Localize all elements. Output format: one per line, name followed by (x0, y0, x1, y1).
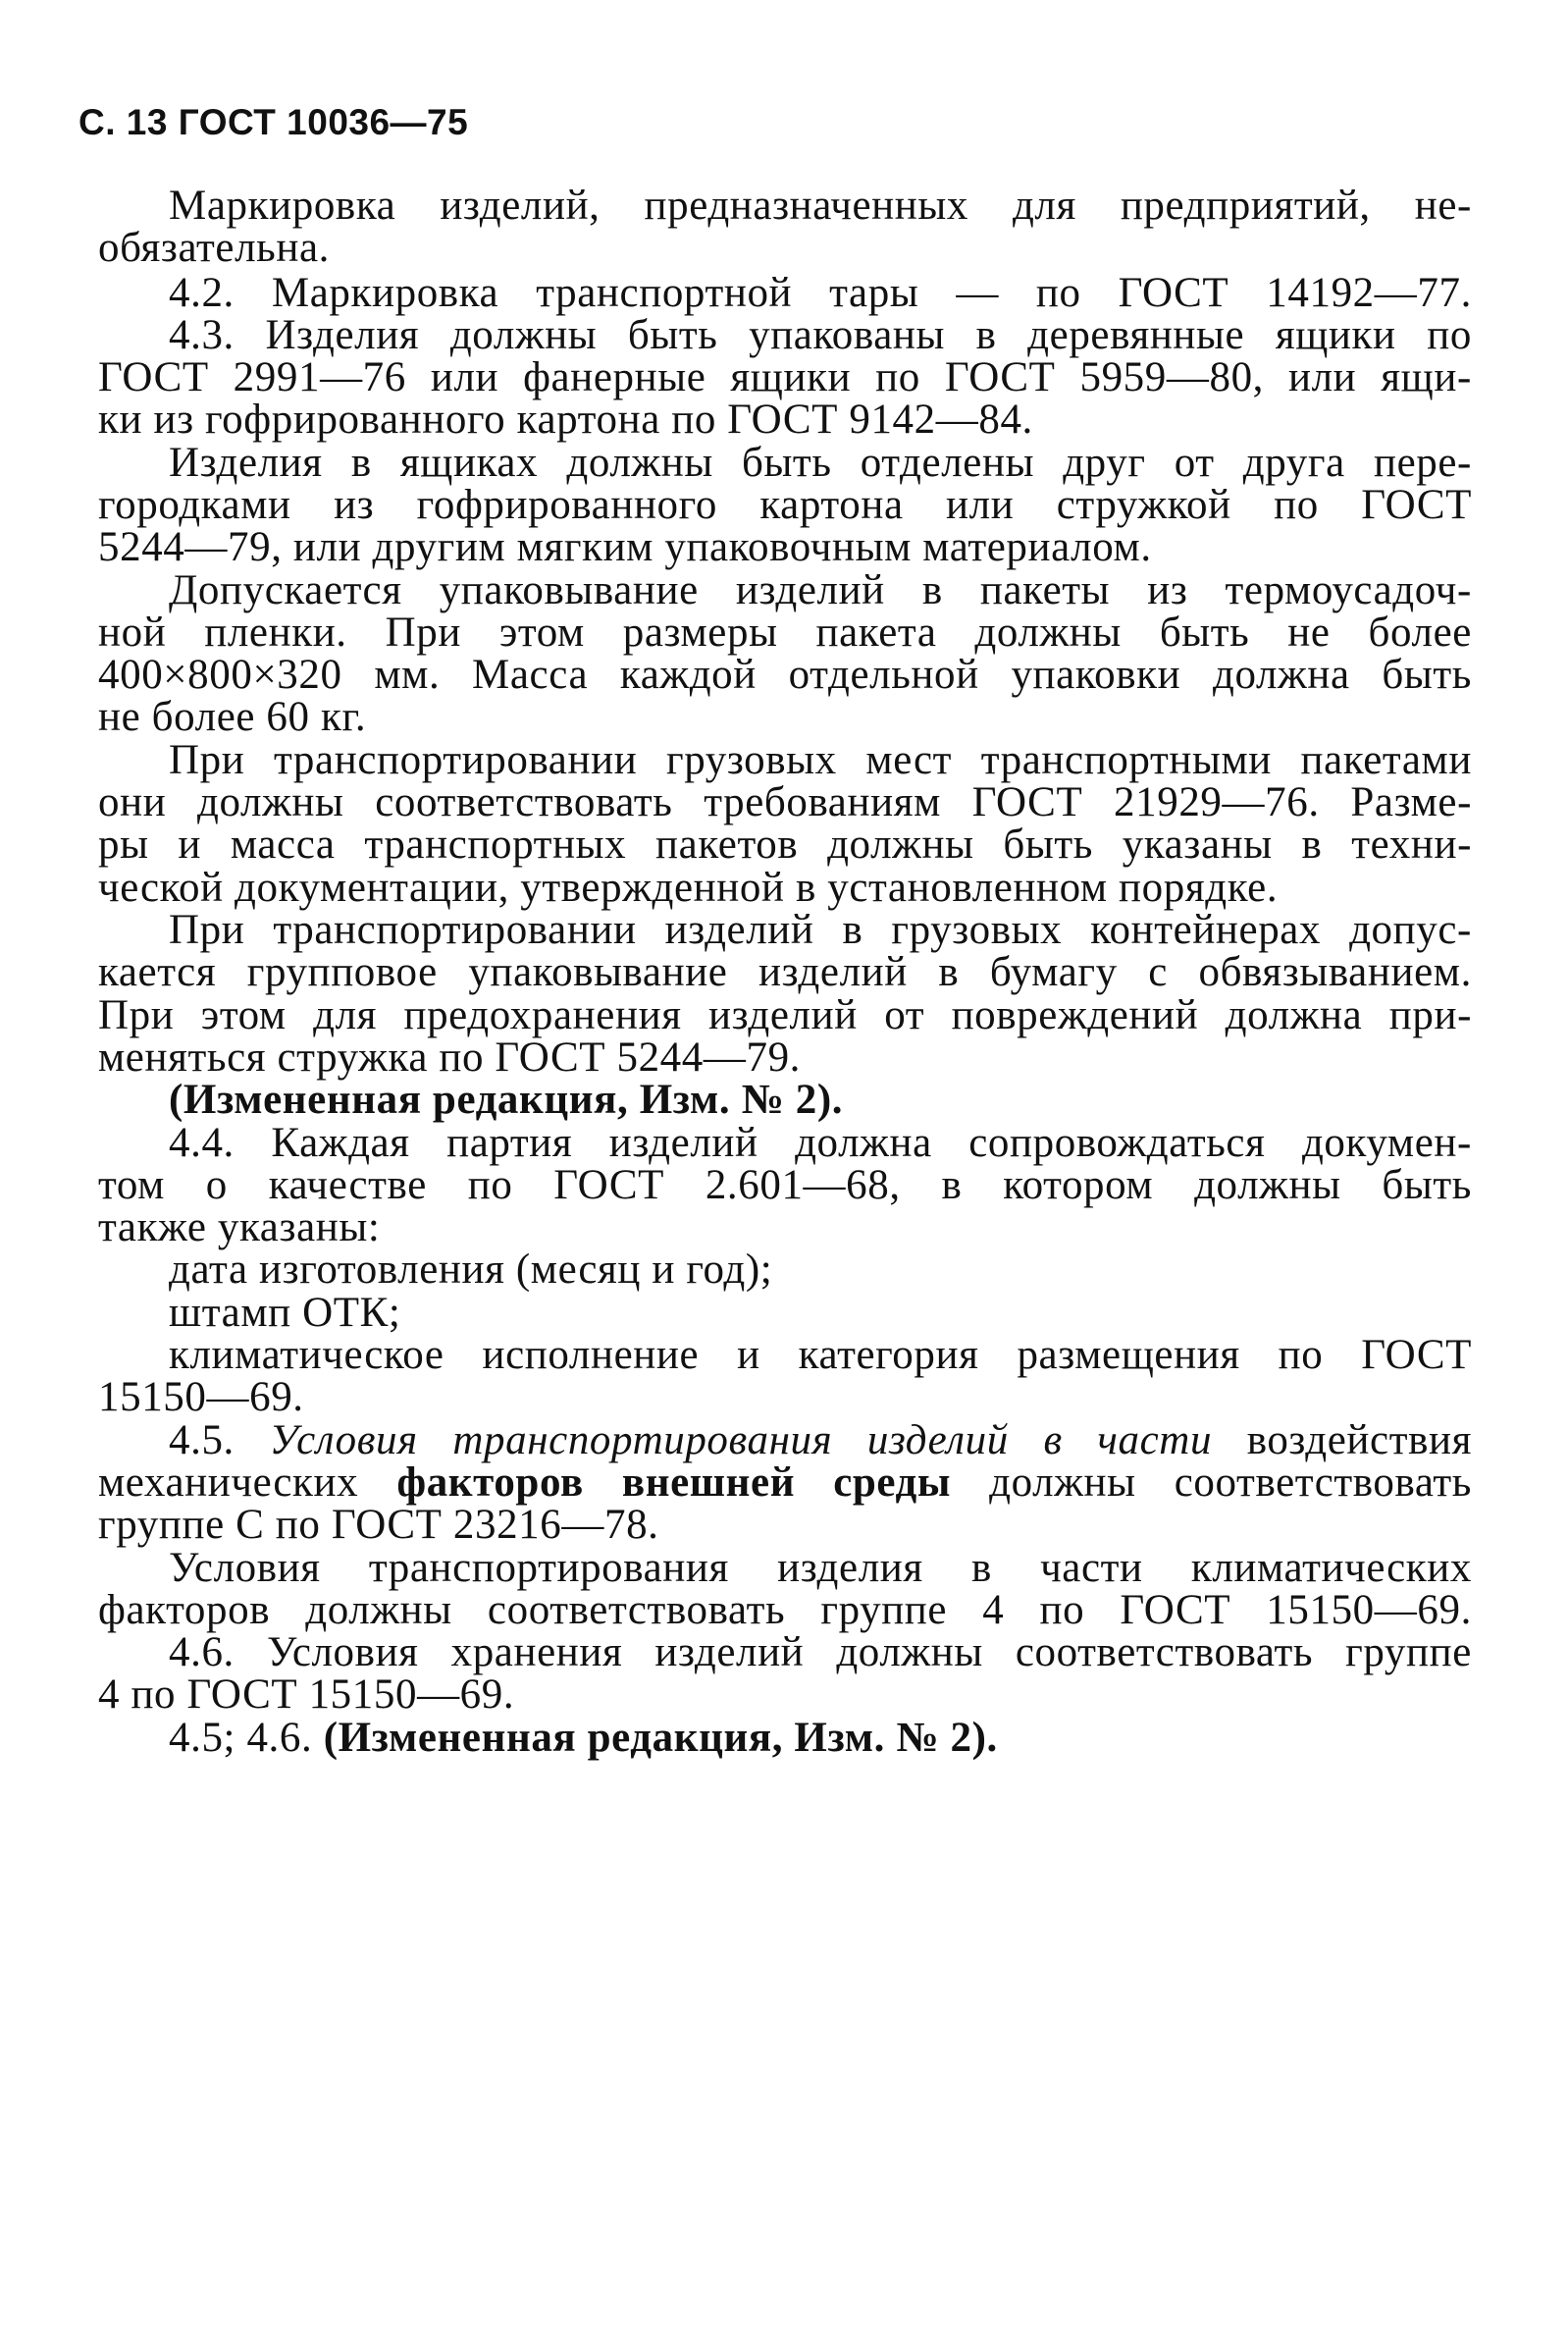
text-line: городками из гофрированного картона или стружкой по ГОСТ (98, 482, 1472, 528)
text-line: обязательна. (98, 225, 331, 271)
text-line: они должны соответствовать требованиям ГОСТ 21929—76. Разме- (98, 779, 1472, 825)
text-line: 4.5; 4.6. (Измененная редакция, Изм. № 2). (169, 1715, 998, 1761)
text-line: ГОСТ 2991—76 или фанерные ящики по ГОСТ 5959—80, или ящи- (98, 354, 1472, 400)
text-line: ры и масса транспортных пакетов должны быть указаны в техни- (98, 822, 1472, 868)
text-line: ной пленки. При этом размеры пакета должны быть не более (98, 610, 1472, 656)
text-line: 4.4. Каждая партия изделий должна сопровождаться докумен- (169, 1120, 1472, 1166)
text-line: 4.2. Маркировка транспортной тары — по ГОСТ 14192—77. (169, 270, 1472, 316)
text-line: 15150—69. (98, 1374, 304, 1420)
text-line: группе С по ГОСТ 23216—78. (98, 1502, 659, 1548)
text-line: 4.5. Условия транспортирования изделий в части воздействия (169, 1417, 1472, 1463)
text-line: 4 по ГОСТ 15150—69. (98, 1671, 515, 1718)
text-line: климатическое исполнение и категория размещения по ГОСТ (169, 1332, 1472, 1378)
text-line: При транспортировании грузовых мест транспортными пакетами (169, 737, 1472, 783)
text-line: кается групповое упаковывание изделий в бумагу с обвязыванием. (98, 949, 1472, 995)
page-header: С. 13 ГОСТ 10036—75 (78, 102, 469, 142)
text-line: штамп ОТК; (169, 1290, 401, 1336)
text-line: том о качестве по ГОСТ 2.601—68, в котором должны быть (98, 1162, 1472, 1208)
text-line: Допускается упаковывание изделий в пакеты из термоусадоч- (169, 567, 1472, 613)
text-line: дата изготовления (месяц и год); (169, 1246, 773, 1293)
text-line: 4.6. Условия хранения изделий должны соответствовать группе (169, 1629, 1472, 1675)
text-line: механических факторов внешней среды должны соответствовать (98, 1459, 1472, 1506)
text-line: ки из гофрированного картона по ГОСТ 9142—84. (98, 397, 1033, 443)
text-line: Условия транспортирования изделия в части климатических (169, 1545, 1472, 1591)
text-line: 4.3. Изделия должны быть упакованы в деревянные ящики по (169, 312, 1472, 358)
text-line: меняться стружка по ГОСТ 5244—79. (98, 1034, 802, 1081)
text-line: также указаны: (98, 1204, 381, 1250)
text-line: При транспортировании изделий в грузовых контейнерах допус- (169, 907, 1472, 953)
text-line: Маркировка изделий, предназначенных для предприятий, не- (169, 183, 1472, 229)
text-line: 400×800×320 мм. Масса каждой отдельной упаковки должна быть (98, 652, 1472, 698)
text-line: не более 60 кг. (98, 694, 367, 740)
text-line: ческой документации, утвержденной в установленном порядке. (98, 865, 1279, 911)
text-line: (Измененная редакция, Изм. № 2). (169, 1077, 844, 1123)
text-line: При этом для предохранения изделий от повреждений должна при- (98, 992, 1472, 1038)
text-line: Изделия в ящиках должны быть отделены друг от друга пере- (169, 440, 1472, 486)
text-line: факторов должны соответствовать группе 4 по ГОСТ 15150—69. (98, 1587, 1472, 1633)
text-line: 5244—79, или другим мягким упаковочным материалом. (98, 524, 1152, 570)
